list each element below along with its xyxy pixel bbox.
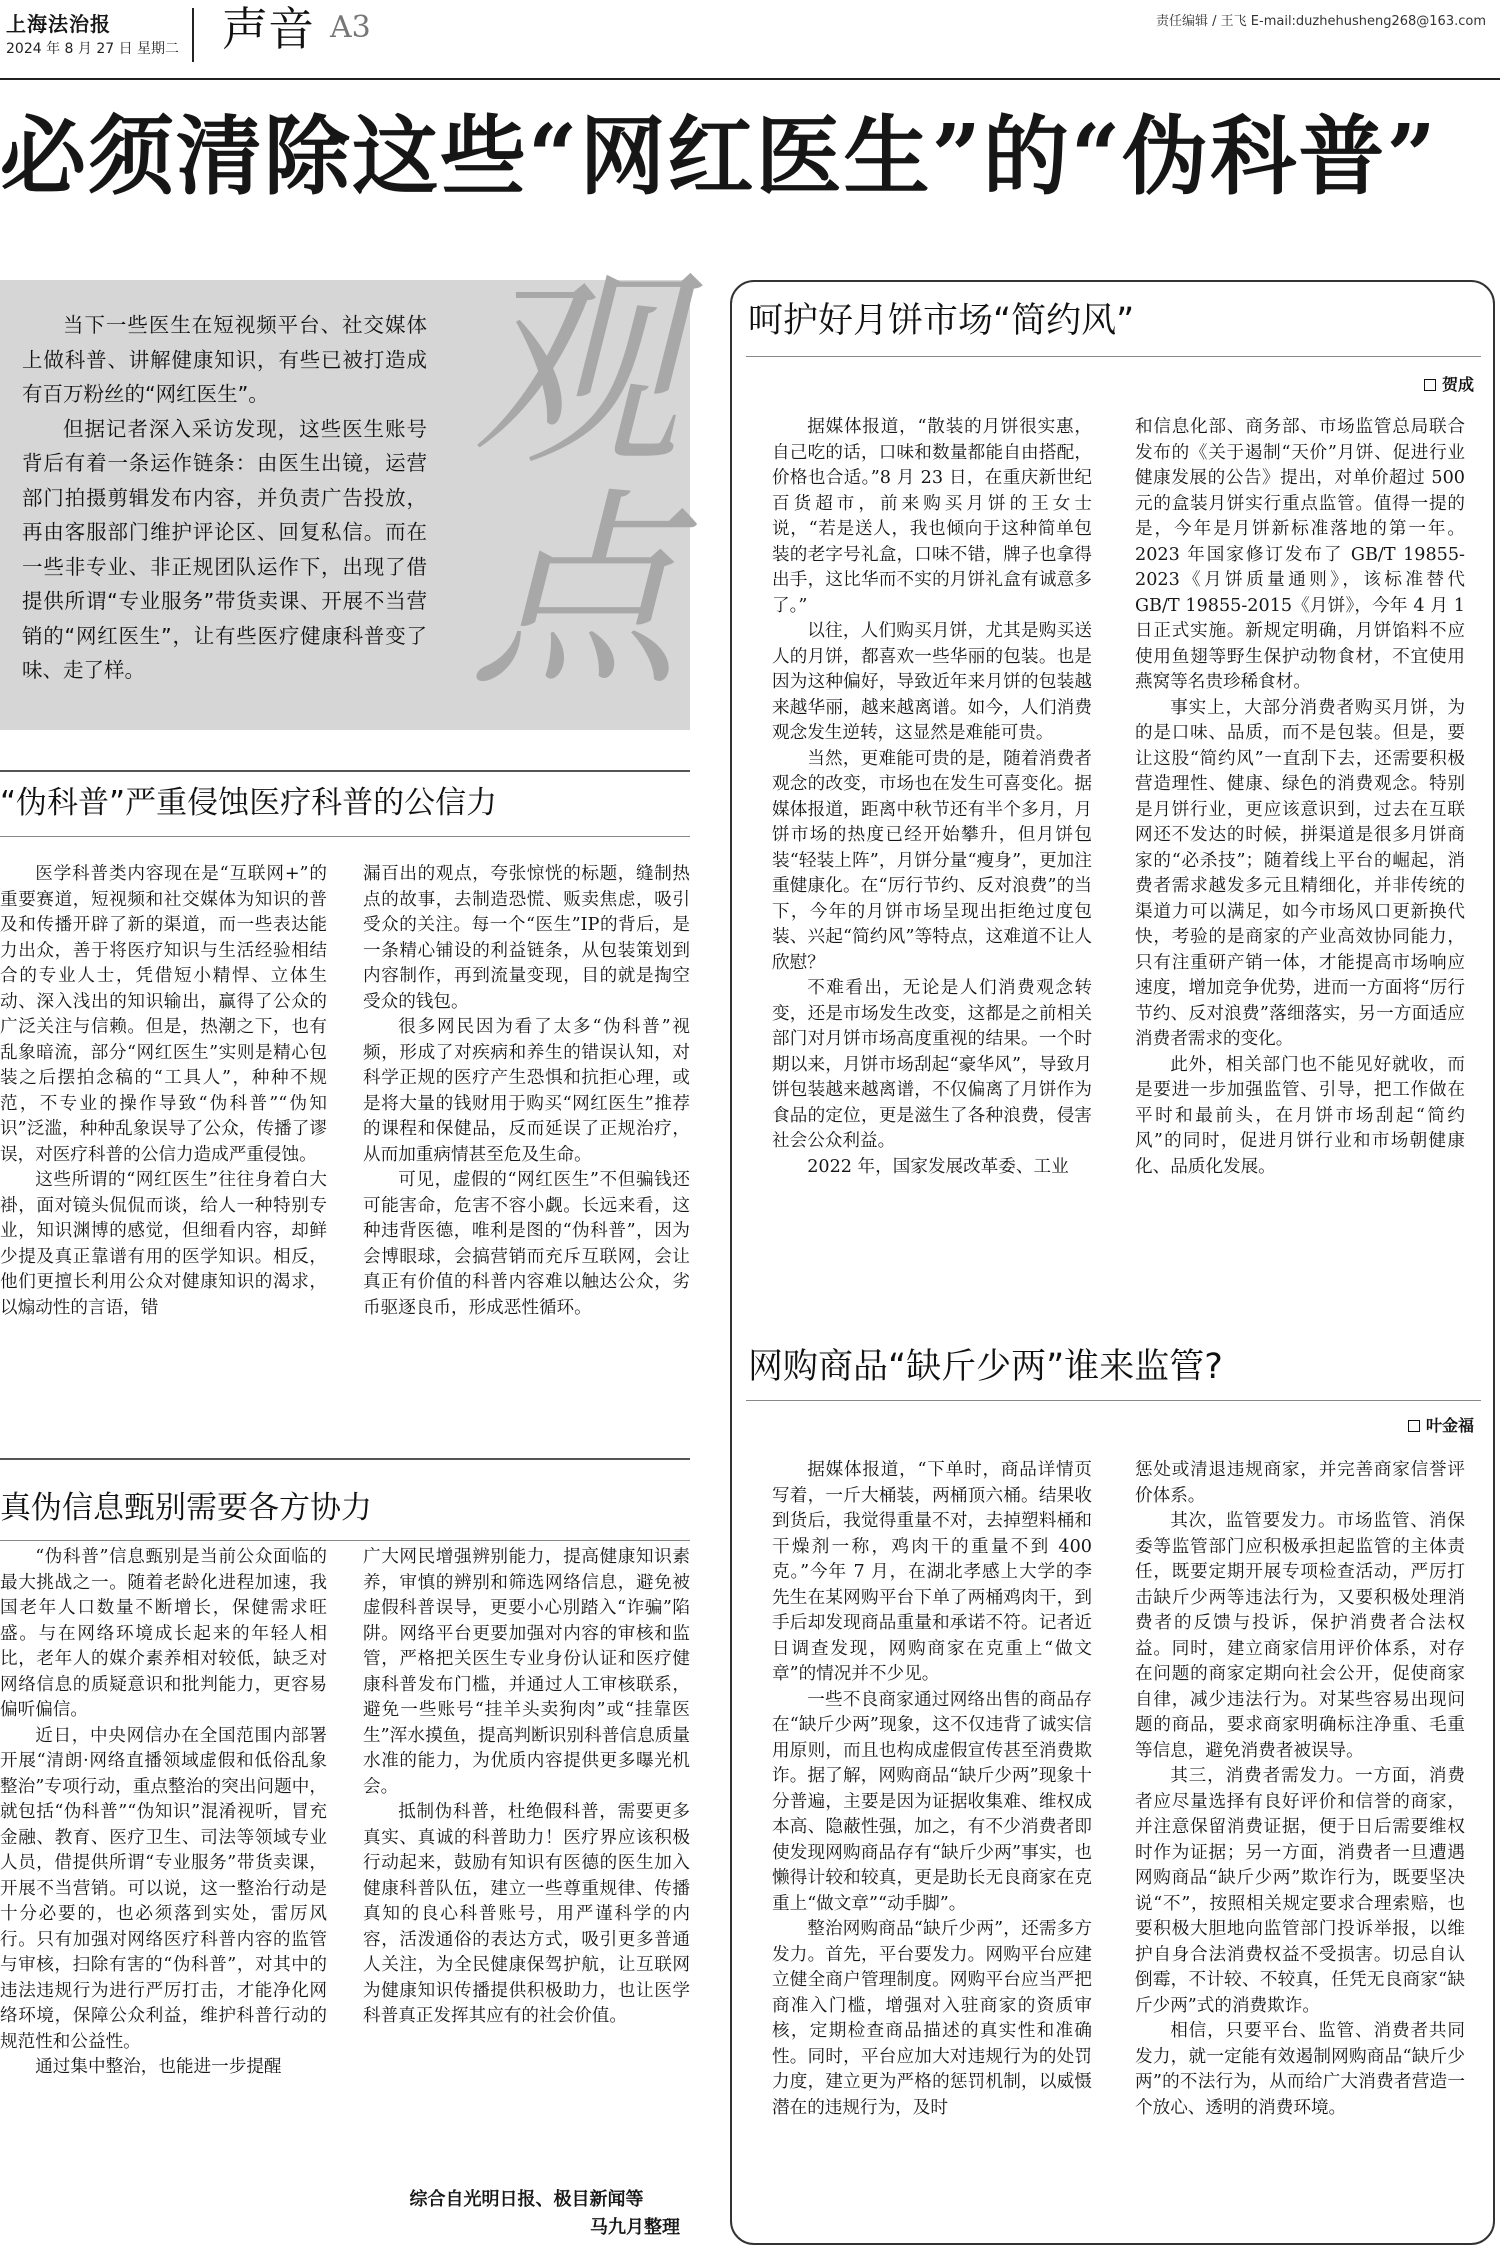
section-name: 声音: [222, 2, 314, 56]
article-paragraph: 医学科普类内容现在是“互联网+”的重要赛道，短视频和社交媒体为知识的普及和传播开辟了新的渠道，而一些表达能力出众，善于将医疗知识与生活经验相结合的专业人士，凭借短小精悍、立体生动、深入浅出的知识输出，赢得了公众的广泛关注与信赖。但是，热潮之下，也有乱象暗流，部分“网红医生”实则是精心包装之后摆拍念稿的“工具人”，种种不规范，不专业的操作导致“伪科普”“伪知识”泛滥，种种乱象误导了公众，传播了谬误，对医疗科普的公信力造成严重侵蚀。: [0, 864, 327, 1165]
article4-column-1: [772, 1458, 1092, 2218]
article-paragraph: 其三，消费者需发力。一方面，消费者应尽量选择有良好评价和信誉的商家，并注意保留消费证据，便于日后需要维权时作为证据；另一方面，消费者一旦遭遇网购商品“缺斤少两”欺诈行为，既要坚决说“不”，按照相关规定要求合理索赔，也要积极大胆地向监管部门投诉举报，以维护自身合法消费权益不受损害。切忌自认倒霉，不计较、不较真，任凭无良商家“缺斤少两”式的消费欺诈。: [1135, 1766, 1465, 2016]
article4-author: 叶金福: [1425, 1416, 1474, 1435]
viewpoint-paragraph: 当下一些医生在短视频平台、社交媒体上做科普、讲解健康知识，有些已被打造成有百万粉丝的“网红医生”。: [22, 313, 427, 406]
article2-source-credit: [363, 2186, 690, 2242]
article2-column-2: [363, 1545, 690, 2181]
article-paragraph: 事实上，大部分消费者购买月饼，为的是口味、品质，而不是包装。但是，要让这股“简约风”一直刮下去，还需要积极营造理性、健康、绿色的消费观念。特别是月饼行业，更应该意识到，过去在互联网还不发达的时候，拼渠道是很多月饼商家的“必杀技”；随着线上平台的崛起，消费者需求越发多元且精细化，并非传统的渠道力可以满足，如今市场风口更新换代快，考验的是商家的产业高效协同能力，只有注重研产销一体，才能提高市场响应速度，增加竞争优势，进而一方面将“厉行节约、反对浪费”落细落实，另一方面适应消费者需求的变化。: [1135, 697, 1465, 1049]
article-paragraph: “伪科普”信息甄别是当前公众面临的最大挑战之一。随着老龄化进程加速，我国老年人口数量不断增长，保健需求旺盛。与在网络环境成长起来的年轻人相比，老年人的媒介素养相对较低，缺乏对网络信息的质疑意识和批判能力，更容易偏听偏信。: [0, 1547, 327, 1720]
page-number: A3: [330, 10, 371, 45]
article-paragraph: 据媒体报道，“散装的月饼很实惠，自己吃的话，口味和数量都能自由搭配，价格也合适。”8 月 23 日，在重庆新世纪百货超市，前来购买月饼的王女士说，“若是送人，我也倾向于这种简单包装的老字号礼盒，口味不错，牌子也拿得出手，这比华而不实的月饼礼盒有诚意多了。”: [772, 417, 1092, 616]
article-paragraph: 这些所谓的“网红医生”往往身着白大褂，面对镜头侃侃而谈，给人一种特别专业，知识渊博的感觉，但细看内容，却鲜少提及真正靠谱有用的医学知识。相反，他们更擅长利用公众对健康知识的渴求，以煽动性的言语，错: [0, 1170, 327, 1318]
article3-author: 贺成: [1441, 375, 1474, 394]
article-paragraph: 相信，只要平台、监管、消费者共同发力，就一定能有效遏制网购商品“缺斤少两”的不法行为，从而给广大消费者营造一个放心、透明的消费环境。: [1135, 2021, 1465, 2118]
section-rule: [0, 836, 690, 837]
viewpoint-lead: [22, 308, 427, 688]
article-paragraph: 和信息化部、商务部、市场监管总局联合发布的《关于遏制“天价”月饼、促进行业健康发展的公告》提出，对单价超过 500 元的盒装月饼实行重点监管。值得一提的是，今年是月饼新标准落地的第一年。2023 年国家修订发布了 GB/T 19855-2023《月饼质量通则》，该标准替代 GB/T 19855-2015《月饼》，今年 4 月 1 日正式实施。新规定明确，月饼馅料不应使用鱼翅等野生保护动物食材，不宜使用燕窝等名贵珍稀食材。: [1135, 417, 1465, 692]
article-paragraph: 广大网民增强辨别能力，提高健康知识素养，审慎的辨别和筛选网络信息，避免被虚假科普误导，更要小心別踏入“诈骗”陷阱。网络平台更要加强对内容的审核和监管，严格把关医生专业身份认证和医疗健康科普发布门槛，并通过人工审核联系，避免一些账号“挂羊头卖狗肉”或“挂靠医生”浑水摸鱼，提高判断识别科普信息质量水准的能力，为优质内容提供更多曝光机会。: [363, 1547, 690, 1797]
article-paragraph: 一些不良商家通过网络出售的商品存在“缺斤少两”现象，这不仅违背了诚实信用原则，而且也构成虚假宣传甚至消费欺诈。据了解，网购商品“缺斤少两”现象十分普遍，主要是因为证据收集难、维权成本高、隐蔽性强，加之，有不少消费者即使发现网购商品存有“缺斤少两”事实，也懒得计较和较真，更是助长无良商家在克重上“做文章”“动手脚”。: [772, 1689, 1092, 1914]
viewpoint-label: 观点: [469, 249, 680, 715]
source-line: 综合自光明日报、极目新闻等: [409, 2189, 644, 2210]
byline-box-icon: [1424, 379, 1436, 391]
editor-contact: 责任编辑 / 王飞 E-mail:duzhehusheng268@163.com: [1156, 14, 1486, 29]
article-paragraph: 通过集中整治，也能进一步提醒: [35, 2057, 282, 2077]
article1-column-1: [0, 862, 327, 1430]
article4-title: 网购商品“缺斤少两”谁来监管?: [748, 1347, 1223, 1387]
article3-title: 呵护好月饼市场“简约风”: [748, 301, 1135, 341]
article-paragraph: 不难看出，无论是人们消费观念转变，还是市场发生改变，这都是之前相关部门对月饼市场高度重视的结果。一个时期以来，月饼市场刮起“豪华风”，导致月饼包装越来越离谱，不仅偏离了月饼作为食品的定位，更是滋生了各种浪费，侵害社会公众利益。: [772, 978, 1092, 1151]
section-rule: [0, 1540, 690, 1541]
article-paragraph: 其次，监管要发力。市场监管、消保委等监管部门应积极承担起监管的主体责任，既要定期开展专项检查活动，严厉打击缺斤少两等违法行为，又要积极处理消费者的反馈与投诉，保护消费者合法权益。同时，建立商家信用评价体系，对存在问题的商家定期向社会公开，促使商家自律，减少违法行为。对某些容易出现问题的商品，要求商家明确标注净重、毛重等信息，避免消费者被误导。: [1135, 1511, 1465, 1761]
section-rule: [746, 356, 1481, 357]
article2-subtitle: 真伪信息甄别需要各方协力: [0, 1490, 372, 1526]
section-rule: [0, 1458, 690, 1460]
compiler-line: 马九月整理: [590, 2217, 680, 2238]
section-rule: [746, 1400, 1481, 1401]
masthead-divider: [192, 8, 194, 62]
article2-column-1: [0, 1545, 327, 2247]
article-paragraph: 整治网购商品“缺斤少两”，还需多方发力。首先，平台要发力。网购平台应建立健全商户管理制度。网购平台应当严把商准入门槛，增强对入驻商家的资质审核，定期检查商品描述的真实性和准确性。同时，平台应加大对违规行为的处罚力度，建立更为严格的惩罚机制，以威慑潜在的违规行为，及时: [772, 1919, 1092, 2118]
article-paragraph: 惩处或清退违规商家，并完善商家信誉评价体系。: [1135, 1460, 1465, 1506]
article-paragraph: 2022 年，国家发展改革委、工业: [807, 1156, 1069, 1177]
article1-subtitle: “伪科普”严重侵蚀医疗科普的公信力: [0, 785, 498, 821]
article3-column-2: [1135, 415, 1465, 1299]
article4-byline: [1408, 1413, 1474, 1436]
article-paragraph: 以往，人们购买月饼，尤其是购买送人的月饼，都喜欢一些华丽的包装。也是因为这种偏好，导致近年来月饼的包装越来越华丽，越来越离谱。如今，人们消费观念发生逆转，这显然是难能可贵。: [772, 621, 1092, 743]
page-headline: 必须清除这些“网红医生”的“伪科普”: [0, 106, 1438, 207]
article3-column-1: [772, 415, 1092, 1299]
article-paragraph: 很多网民因为看了太多“伪科普”视频，形成了对疾病和养生的错误认知，对科学正规的医疗产生恐惧和抗拒心理，或是将大量的钱财用于购买“网红医生”推荐的课程和保健品，反而延误了正规治疗，从而加重病情甚至危及生命。: [363, 1017, 690, 1165]
article-paragraph: 抵制伪科普，杜绝假科普，需要更多真实、真诚的科普助力！医疗界应该积极行动起来，鼓励有知识有医德的医生加入健康科普队伍，建立一些尊重规律、传播真知的良心科普账号，用严谨科学的内容，活泼通俗的表达方式，吸引更多普通人关注，为全民健康保驾护航，让互联网为健康知识传播提供积极助力，也让医学科普真正发挥其应有的社会价值。: [363, 1802, 690, 2026]
article-paragraph: 当然，更难能可贵的是，随着消费者观念的改变，市场也在发生可喜变化。据媒体报道，距离中秋节还有半个多月，月饼市场的热度已经开始攀升，但月饼包装“轻装上阵”，月饼分量“瘦身”，更加注重健康化。在“厉行节约、反对浪费”的当下，今年的月饼市场呈现出拒绝过度包装、兴起“简约风”等特点，这难道不让人欣慰？: [772, 748, 1092, 973]
article4-column-2: [1135, 1458, 1465, 2218]
article1-column-2: [363, 862, 690, 1430]
article3-byline: [1424, 372, 1474, 395]
article-paragraph: 近日，中央网信办在全国范围内部署开展“清朗·网络直播领域虚假和低俗乱象整治”专项行动，重点整治的突出问题中，就包括“伪科普”“伪知识”混淆视听，冒充金融、教育、医疗卫生、司法等领域专业人员，借提供所谓“专业服务”带货卖课，开展不当营销。可以说，这一整治行动是十分必要的，也必须落到实处，雷厉风行。只有加强对网络医疗科普内容的监管与审核，扫除有害的“伪科普”，对其中的违法违规行为进行严厉打击，才能净化网络环境，保障公众利益，维护科普行动的规范性和公益性。: [0, 1725, 327, 2052]
article-paragraph: 据媒体报道，“下单时，商品详情页写着，一斤大桶装，两桶顶六桶。结果收到货后，我觉得重量不对，去掉塑料桶和干燥剂一称，鸡肉干的重量不到 400 克。”今年 7 月，在湖北孝感上大学的李先生在某网购平台下单了两桶鸡肉干，到手后却发现商品重量和承诺不符。记者近日调查发现，网购商家在克重上“做文章”的情况并不少见。: [772, 1460, 1092, 1684]
section-rule: [0, 770, 690, 772]
issue-date: 2024 年 8 月 27 日 星期二: [6, 41, 180, 57]
article-paragraph: 可见，虚假的“网红医生”不但骗钱还可能害命，危害不容小觑。长远来看，这种违背医德，唯利是图的“伪科普”，因为会博眼球，会搞营销而充斥互联网，会让真正有价值的科普内容难以触达公众，劣币驱逐良币，形成恶性循环。: [363, 1170, 690, 1318]
byline-box-icon: [1408, 1420, 1420, 1432]
paper-name: 上海法治报: [6, 12, 111, 36]
viewpoint-paragraph: 但据记者深入采访发现，这些医生账号背后有着一条运作链条：由医生出镜，运营部门拍摄剪辑发布内容，并负责广告投放，再由客服部门维护评论区、回复私信。而在一些非专业、非正规团队运作下，出现了借提供所谓“专业服务”带货卖课、开展不当营销的“网红医生”，让有些医疗健康科普变了味、走了样。: [22, 416, 427, 682]
article-paragraph: 漏百出的观点，夸张惊恍的标题，缝制热点的故事，去制造恐慌、贩卖焦虑，吸引受众的关注。每一个“医生”IP的背后，是一条精心铺设的利益链条，从包装策划到内容制作，再到流量变现，目的就是掏空受众的钱包。: [363, 864, 690, 1012]
article-paragraph: 此外，相关部门也不能见好就收，而是要进一步加强监管、引导，把工作做在平时和最前头，在月饼市场刮起“简约风”的同时，促进月饼行业和市场朝健康化、品质化发展。: [1135, 1054, 1465, 1177]
